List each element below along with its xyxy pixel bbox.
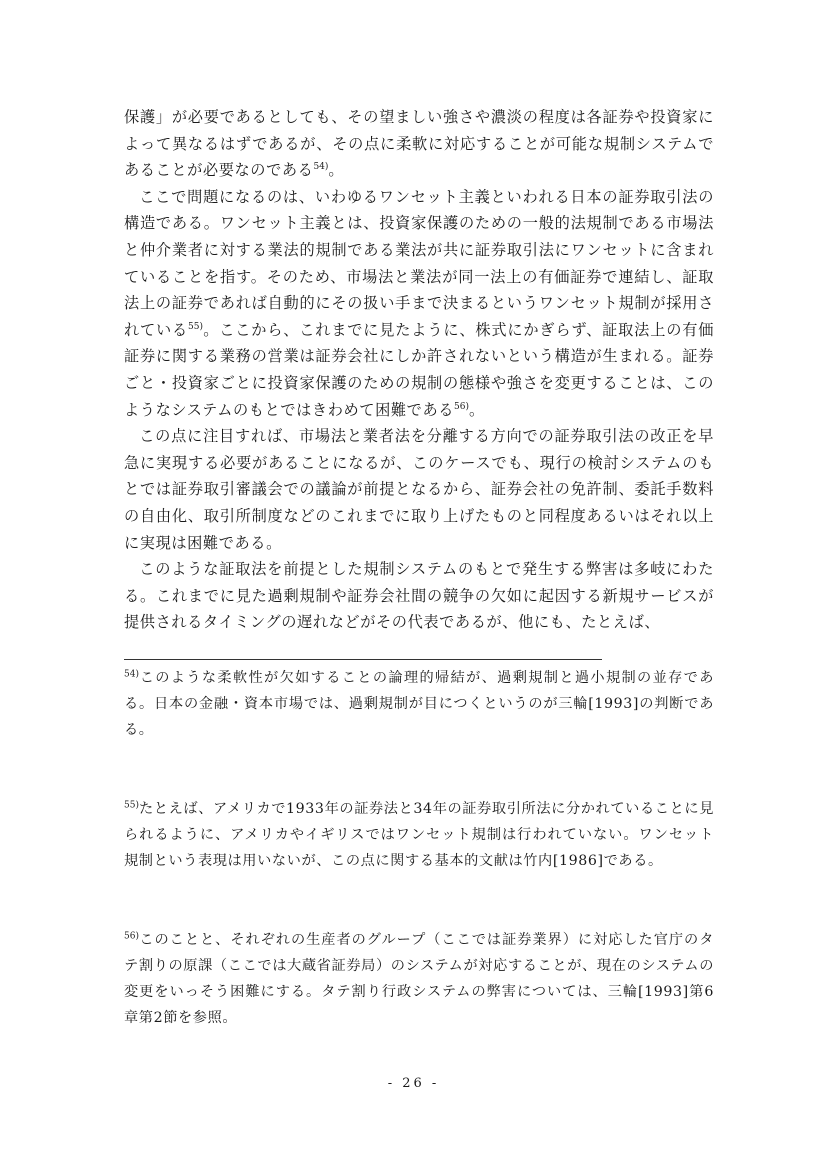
page-number: - 26 -: [387, 1076, 440, 1091]
footnote-ref-54[interactable]: 54): [313, 162, 329, 173]
footnote-55: $^{55)}$たとえば、アメリカで1933年の証券法と34年の証券取引所法に分かれていることに見られるように、アメリカやイギリスではワンセット規制は行われていない。ワンセット規制という表現は用いないが、この点に関する基本的文献は竹内[1986]である。: [124, 800, 714, 869]
footnotes-section: [124, 665, 714, 1084]
footnote-ref-56[interactable]: 56): [454, 401, 469, 412]
paragraph-3: この点に注目すれば、市場法と業者法を分離する方向での証券取引法の改正を早急に実現する必要があることになるが、このケースでも、現行の検討システムのもとでは証券取引審議会での議論が前提となるから、証券会社の免許制、委託手数料の自由化、取引所制度などのこれまでに取り上げたものと同程度あるいはそれ以上に実現は困難である。: [124, 427, 714, 552]
paragraph-2: ここで問題になるのは、いわゆるワンセット主義といわれる日本の証券取引法の構造である。ワンセット主義とは、投資家保護のための一般的法規制である市場法と仲介業者に対する業法的規制である業法が共に証券取引法にワンセットに含まれていることを指す。そのため、市場法と業法が同一法上の有価証券で連結し、証取法上の証券であれば自動的にその扱い手まで決まるというワンセット規制が採用されている$^{55)}$。ここから、これまでに見たように、株式にかぎらず、証取法上の有価証券に関する業務の営業は証券会社にしか許されないという構造が生まれる。証券ごと・投資家ごとに投資家保護のための規制の態様や強さを変更することは、このようなシステムのもとではきわめて困難である$^{56)}$。: [124, 187, 714, 419]
footnote-56: $^{56)}$このことと、それぞれの生産者のグループ（ここでは証券業界）に対応した官庁のタテ割りの原課（ここでは大蔵省証券局）のシステムが対応することが、現在のシステムの変更をいっそう困難にする。タテ割り行政システムの弊害については、三輪[1993]第6章第2節を参照。: [124, 931, 714, 1026]
footnote-mark: 54): [124, 669, 139, 680]
footnote-mark: 56): [124, 931, 139, 942]
footnote-ref-55[interactable]: 55): [188, 321, 203, 332]
paragraph-1: 保護」が必要であるとしても、その望ましい強さや濃淡の程度は各証券や投資家によって異なるはずであるが、その点に柔軟に対応することが可能な規制システムであることが必要なのである$^{54)}$。: [124, 108, 714, 180]
footnote-54: $^{54)}$このような柔軟性が欠如することの論理的帰結が、過剰規制と過小規制の並存である。日本の金融・資本市場では、過剰規制が目につくというのが三輪[1993]の判断である。: [124, 669, 714, 738]
paragraph-4: このような証取法を前提とした規制システムのもとで発生する弊害は多岐にわたる。これまでに見た過剰規制や証券会社間の競争の欠如に起因する新規サービスが提供されるタイミングの遅れなどがその代表であるが、他にも、たとえば、: [124, 560, 714, 632]
footnote-divider: [124, 659, 602, 660]
main-text: [124, 104, 714, 636]
footnote-mark: 55): [124, 800, 139, 811]
